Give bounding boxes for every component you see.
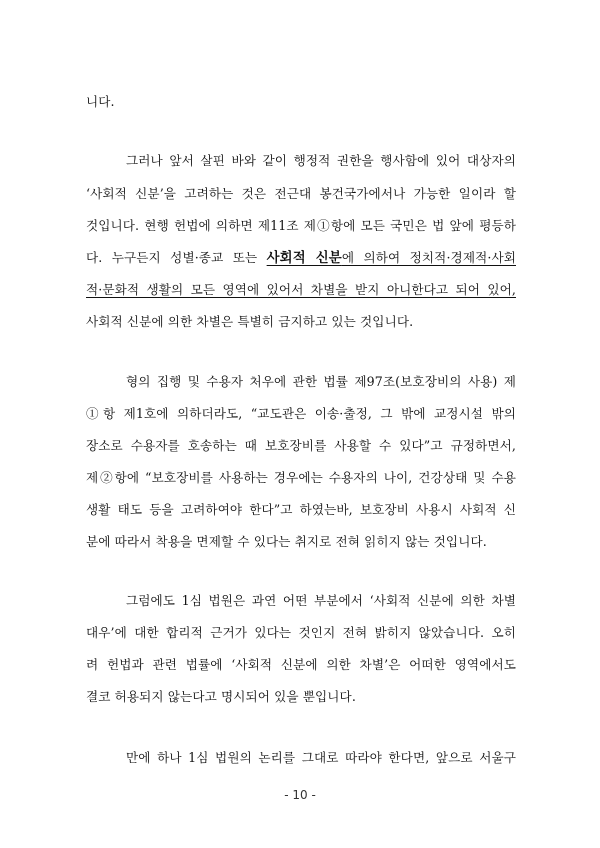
- text-line: 장소로 수용자를 호송하는 때 보호장비를 사용할 수 있다”고 규정하면서,: [86, 438, 516, 453]
- text-line: 생활 태도 등을 고려하여야 한다”고 하였는바, 보호장비 사용시 사회적 신: [86, 502, 516, 517]
- text-line: 형의 집행 및 수용자 처우에 관한 법률 제97조(보호장비의 사용) 제: [126, 374, 516, 389]
- page-number: - 10 -: [284, 788, 316, 802]
- text-line: 그럼에도 1심 법원은 과연 어떤 부분에서 ‘사회적 신분에 의한 차별: [126, 593, 516, 608]
- text-line: 려 헌법과 관련 법률에 ‘사회적 신분에 의한 차별’은 어떠한 영역에서도: [86, 657, 516, 672]
- text-line: 니다.: [86, 94, 115, 109]
- text-line: 대우’에 대한 합리적 근거가 있다는 것인지 전혀 밝히지 않았습니다. 오히: [86, 625, 516, 640]
- text-line: ①항 제1호에 의하더라도, “교도관은 이송·출정, 그 밖에 교정시설 밖의: [86, 406, 516, 421]
- text-line: 그러나 앞서 살핀 바와 같이 행정적 권한을 행사함에 있어 대상자의: [126, 153, 516, 168]
- text-line: ‘사회적 신분’을 고려하는 것은 전근대 봉건국가에서나 가능한 일이라 할: [86, 186, 516, 201]
- text-line: 것입니다. 현행 헌법에 의하면 제11조 제①항에 모든 국민은 법 앞에 평등하: [86, 218, 516, 233]
- text-line: 결코 허용되지 않는다고 명시되어 있을 뿐입니다.: [86, 689, 356, 704]
- underlined-text: 에 의하여 정치적·경제적·사회: [341, 250, 516, 265]
- text-line: 분에 따라서 착용을 면제할 수 있다는 취지로 전혀 읽히지 않는 것입니다.: [86, 534, 487, 549]
- emphasized-term: 사회적 신분: [266, 251, 342, 266]
- text-line: [86, 281, 516, 299]
- text-line: 제②항에 “보호장비를 사용하는 경우에는 수용자의 나이, 건강상태 및 수용: [86, 470, 516, 485]
- text-line: 만에 하나 1심 법원의 논리를 그대로 따라야 한다면, 앞으로 서울구: [126, 750, 516, 765]
- text-line: [86, 249, 516, 268]
- underlined-text: 적·문화적 생활의 모든 영역에 있어서 차별을 받지 아니한다고 되어 있어,: [86, 282, 516, 297]
- text-line: 사회적 신분에 의한 차별은 특별히 금지하고 있는 것입니다.: [86, 314, 414, 329]
- text-segment: 다. 누구든지 성별·종교 또는: [86, 250, 267, 265]
